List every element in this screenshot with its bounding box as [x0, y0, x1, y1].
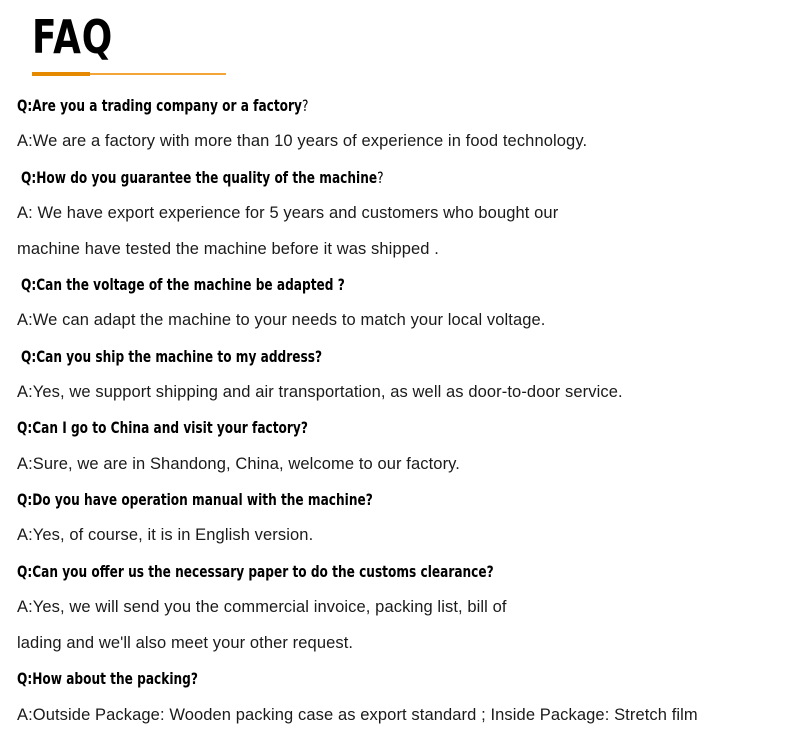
faq-question-8: Q:How about the packing? [17, 669, 198, 688]
faq-answer-2-line-2: machine have tested the machine before it was shipped . [17, 240, 439, 258]
faq-answer-3-line-1: A:We can adapt the machine to your needs to match your local voltage. [17, 311, 546, 329]
faq-question-4: Q:Can you ship the machine to my address? [21, 347, 323, 366]
faq-answer-7-line-1: A:Yes, we will send you the commercial invoice, packing list, bill of [17, 598, 507, 616]
faq-answer-5-line-1: A:Sure, we are in Shandong, China, welcome to our factory. [17, 455, 460, 473]
faq-question-2: Q:How do you guarantee the quality of the machine? [21, 168, 384, 187]
faq-question-7: Q:Can you offer us the necessary paper to do the customs clearance? [17, 562, 494, 581]
page-title: FAQ [32, 10, 114, 64]
faq-answer-1-line-1: A:We are a factory with more than 10 years of experience in food technology. [17, 132, 588, 150]
title-underline-accent [32, 72, 90, 76]
faq-question-3: Q:Can the voltage of the machine be adapted ? [21, 275, 345, 294]
faq-answer-2-line-1: A: We have export experience for 5 years and customers who bought our [17, 204, 559, 222]
faq-question-6: Q:Do you have operation manual with the machine? [17, 490, 373, 509]
faq-answer-8-line-1: A:Outside Package: Wooden packing case as export standard ; Inside Package: Stretch film [17, 706, 698, 724]
faq-answer-6-line-1: A:Yes, of course, it is in English version. [17, 526, 314, 544]
faq-answer-4-line-1: A:Yes, we support shipping and air transportation, as well as door-to-door service. [17, 383, 623, 401]
faq-question-1: Q:Are you a trading company or a factory? [17, 96, 309, 115]
faq-question-5: Q:Can I go to China and visit your factory? [17, 418, 308, 437]
faq-answer-7-line-2: lading and we'll also meet your other request. [17, 634, 354, 652]
